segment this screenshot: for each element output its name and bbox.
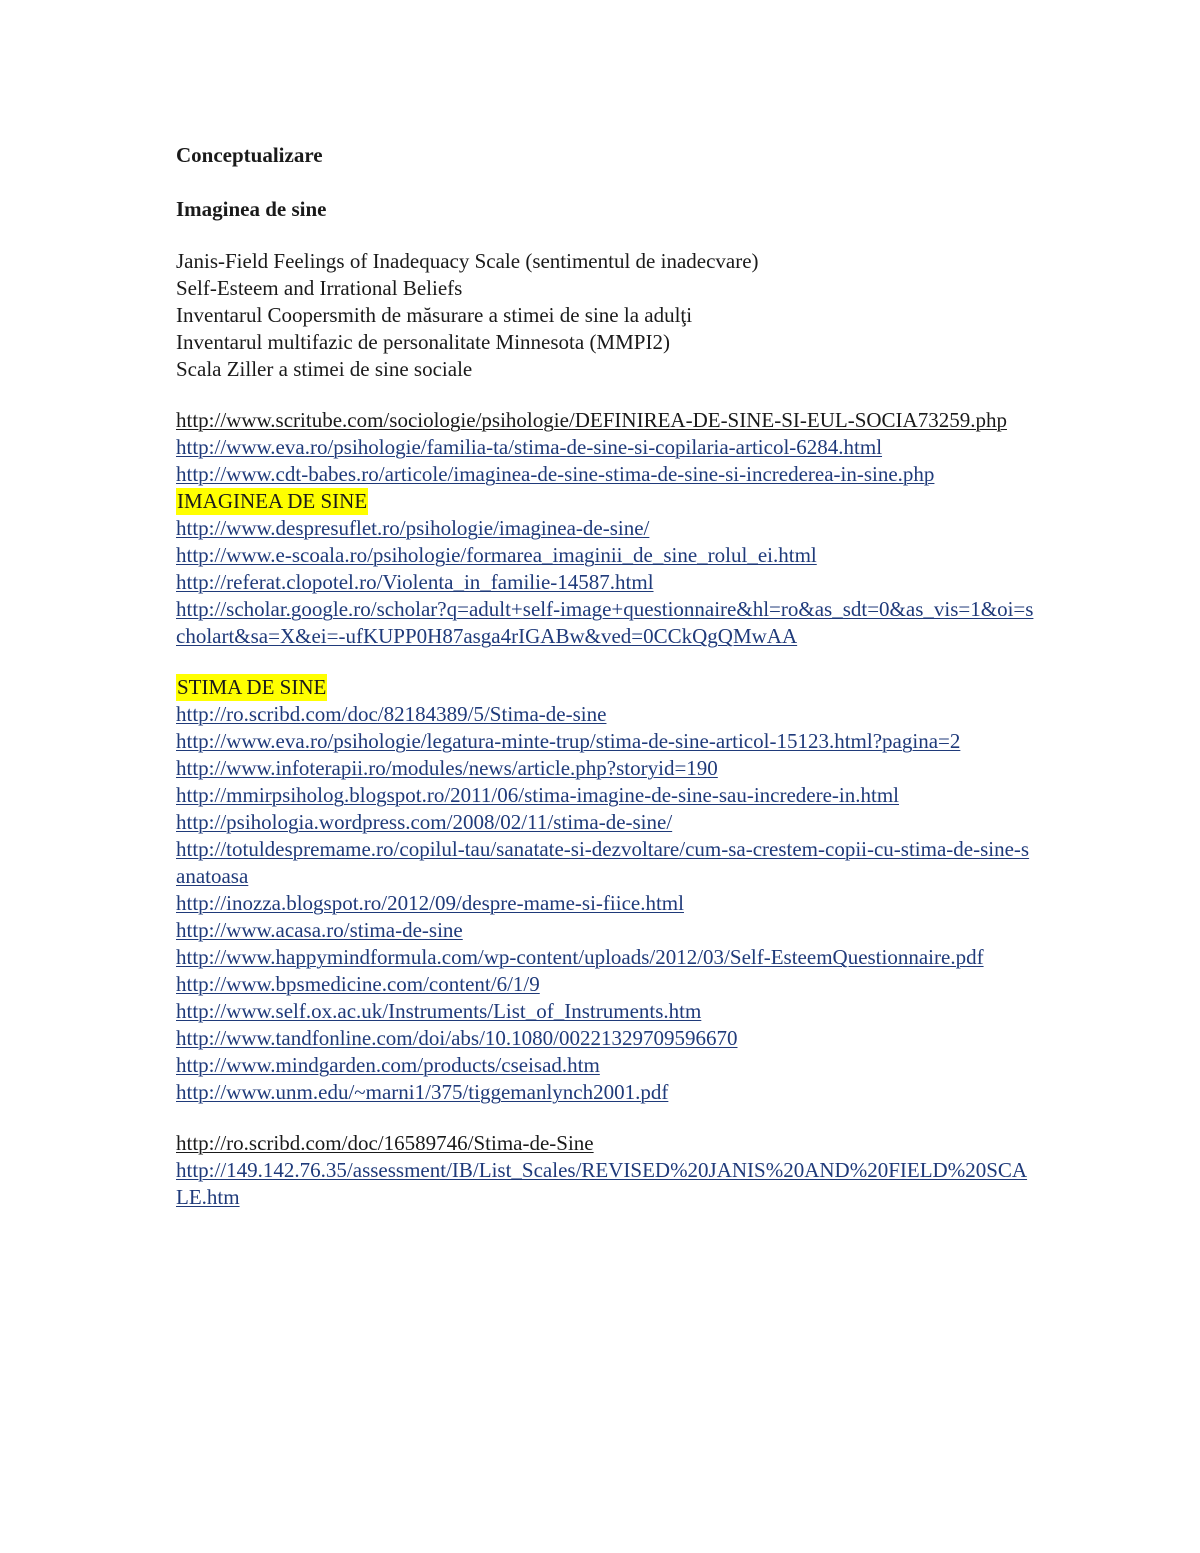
link-item[interactable]: http://www.e-scoala.ro/psihologie/formarea_imaginii_de_sine_rolul_ei.html [176, 543, 817, 567]
link-item[interactable]: http://www.cdt-babes.ro/articole/imaginea-de-sine-stima-de-sine-si-increderea-in-sine.php [176, 462, 935, 486]
document-title: Conceptualizare [176, 143, 323, 167]
link-item[interactable]: http://149.142.76.35/assessment/IB/List_Scales/REVISED%20JANIS%20AND%20FIELD%20SCALE.htm [176, 1158, 1028, 1209]
scale-item: Scala Ziller a stimei de sine sociale [176, 357, 473, 381]
scale-item: Inventarul multifazic de personalitate Minnesota (MMPI2) [176, 330, 670, 354]
section-imaginea-de-sine [176, 488, 1036, 650]
document-page [176, 140, 1036, 1211]
section-label-stima: STIMA DE SINE [177, 675, 327, 699]
link-item[interactable]: http://referat.clopotel.ro/Violenta_in_familie-14587.html [176, 570, 654, 594]
link-item[interactable]: http://totuldespremame.ro/copilul-tau/sanatate-si-dezvoltare/cum-sa-crestem-copii-cu-stima-de-sine-sanatoasa [176, 837, 1030, 888]
link-item[interactable]: http://www.eva.ro/psihologie/familia-ta/stima-de-sine-si-copilaria-articol-6284.html [176, 435, 883, 459]
link-item[interactable]: http://www.acasa.ro/stima-de-sine [176, 918, 463, 942]
link-item[interactable]: http://scholar.google.ro/scholar?q=adult+self-image+questionnaire&hl=ro&as_sdt=0&as_vis=1&oi=scholart&sa=X&ei=-ufKUPP0H87asga4rIGABw&ved=0CCkQgQMwAA [176, 597, 1034, 648]
link-item[interactable]: http://www.self.ox.ac.uk/Instruments/List_of_Instruments.htm [176, 999, 702, 1023]
link-item[interactable]: http://mmirpsiholog.blogspot.ro/2011/06/stima-imagine-de-sine-sau-incredere-in.html [176, 783, 900, 807]
link-item[interactable]: http://psihologia.wordpress.com/2008/02/11/stima-de-sine/ [176, 810, 673, 834]
scale-item: Inventarul Coopersmith de măsurare a stimei de sine la adulţi [176, 303, 693, 327]
link-item[interactable]: http://inozza.blogspot.ro/2012/09/despre-mame-si-fiice.html [176, 891, 684, 915]
link-item[interactable]: http://www.bpsmedicine.com/content/6/1/9 [176, 972, 540, 996]
link-item[interactable]: http://www.happymindformula.com/wp-content/uploads/2012/03/Self-EsteemQuestionnaire.pdf [176, 945, 984, 969]
link-item[interactable]: http://www.eva.ro/psihologie/legatura-minte-trup/stima-de-sine-articol-15123.html?pagina=2 [176, 729, 961, 753]
link-item[interactable]: http://www.tandfonline.com/doi/abs/10.1080/00221329709596670 [176, 1026, 738, 1050]
section-label-imaginea: IMAGINEA DE SINE [177, 489, 368, 513]
link-item[interactable]: http://www.mindgarden.com/products/cseisad.htm [176, 1053, 600, 1077]
link-item[interactable]: http://www.scritube.com/sociologie/psihologie/DEFINIREA-DE-SINE-SI-EUL-SOCIA73259.php [176, 408, 1007, 432]
link-item[interactable]: http://ro.scribd.com/doc/82184389/5/Stima-de-sine [176, 702, 607, 726]
link-item[interactable]: http://www.unm.edu/~marni1/375/tiggemanlynch2001.pdf [176, 1080, 669, 1104]
link-list-general [176, 407, 1036, 488]
link-item[interactable]: http://www.despresuflet.ro/psihologie/imaginea-de-sine/ [176, 516, 650, 540]
link-item[interactable]: http://ro.scribd.com/doc/16589746/Stima-de-Sine [176, 1131, 594, 1155]
scale-item: Self-Esteem and Irrational Beliefs [176, 276, 463, 300]
scale-item: Janis-Field Feelings of Inadequacy Scale (sentimentul de inadecvare) [176, 249, 759, 273]
scales-list [176, 248, 1036, 383]
link-item[interactable]: http://www.infoterapii.ro/modules/news/article.php?storyid=190 [176, 756, 718, 780]
link-list-final [176, 1130, 1036, 1211]
section-stima-de-sine [176, 674, 1036, 1106]
section-title-imaginea: Imaginea de sine [176, 197, 327, 221]
